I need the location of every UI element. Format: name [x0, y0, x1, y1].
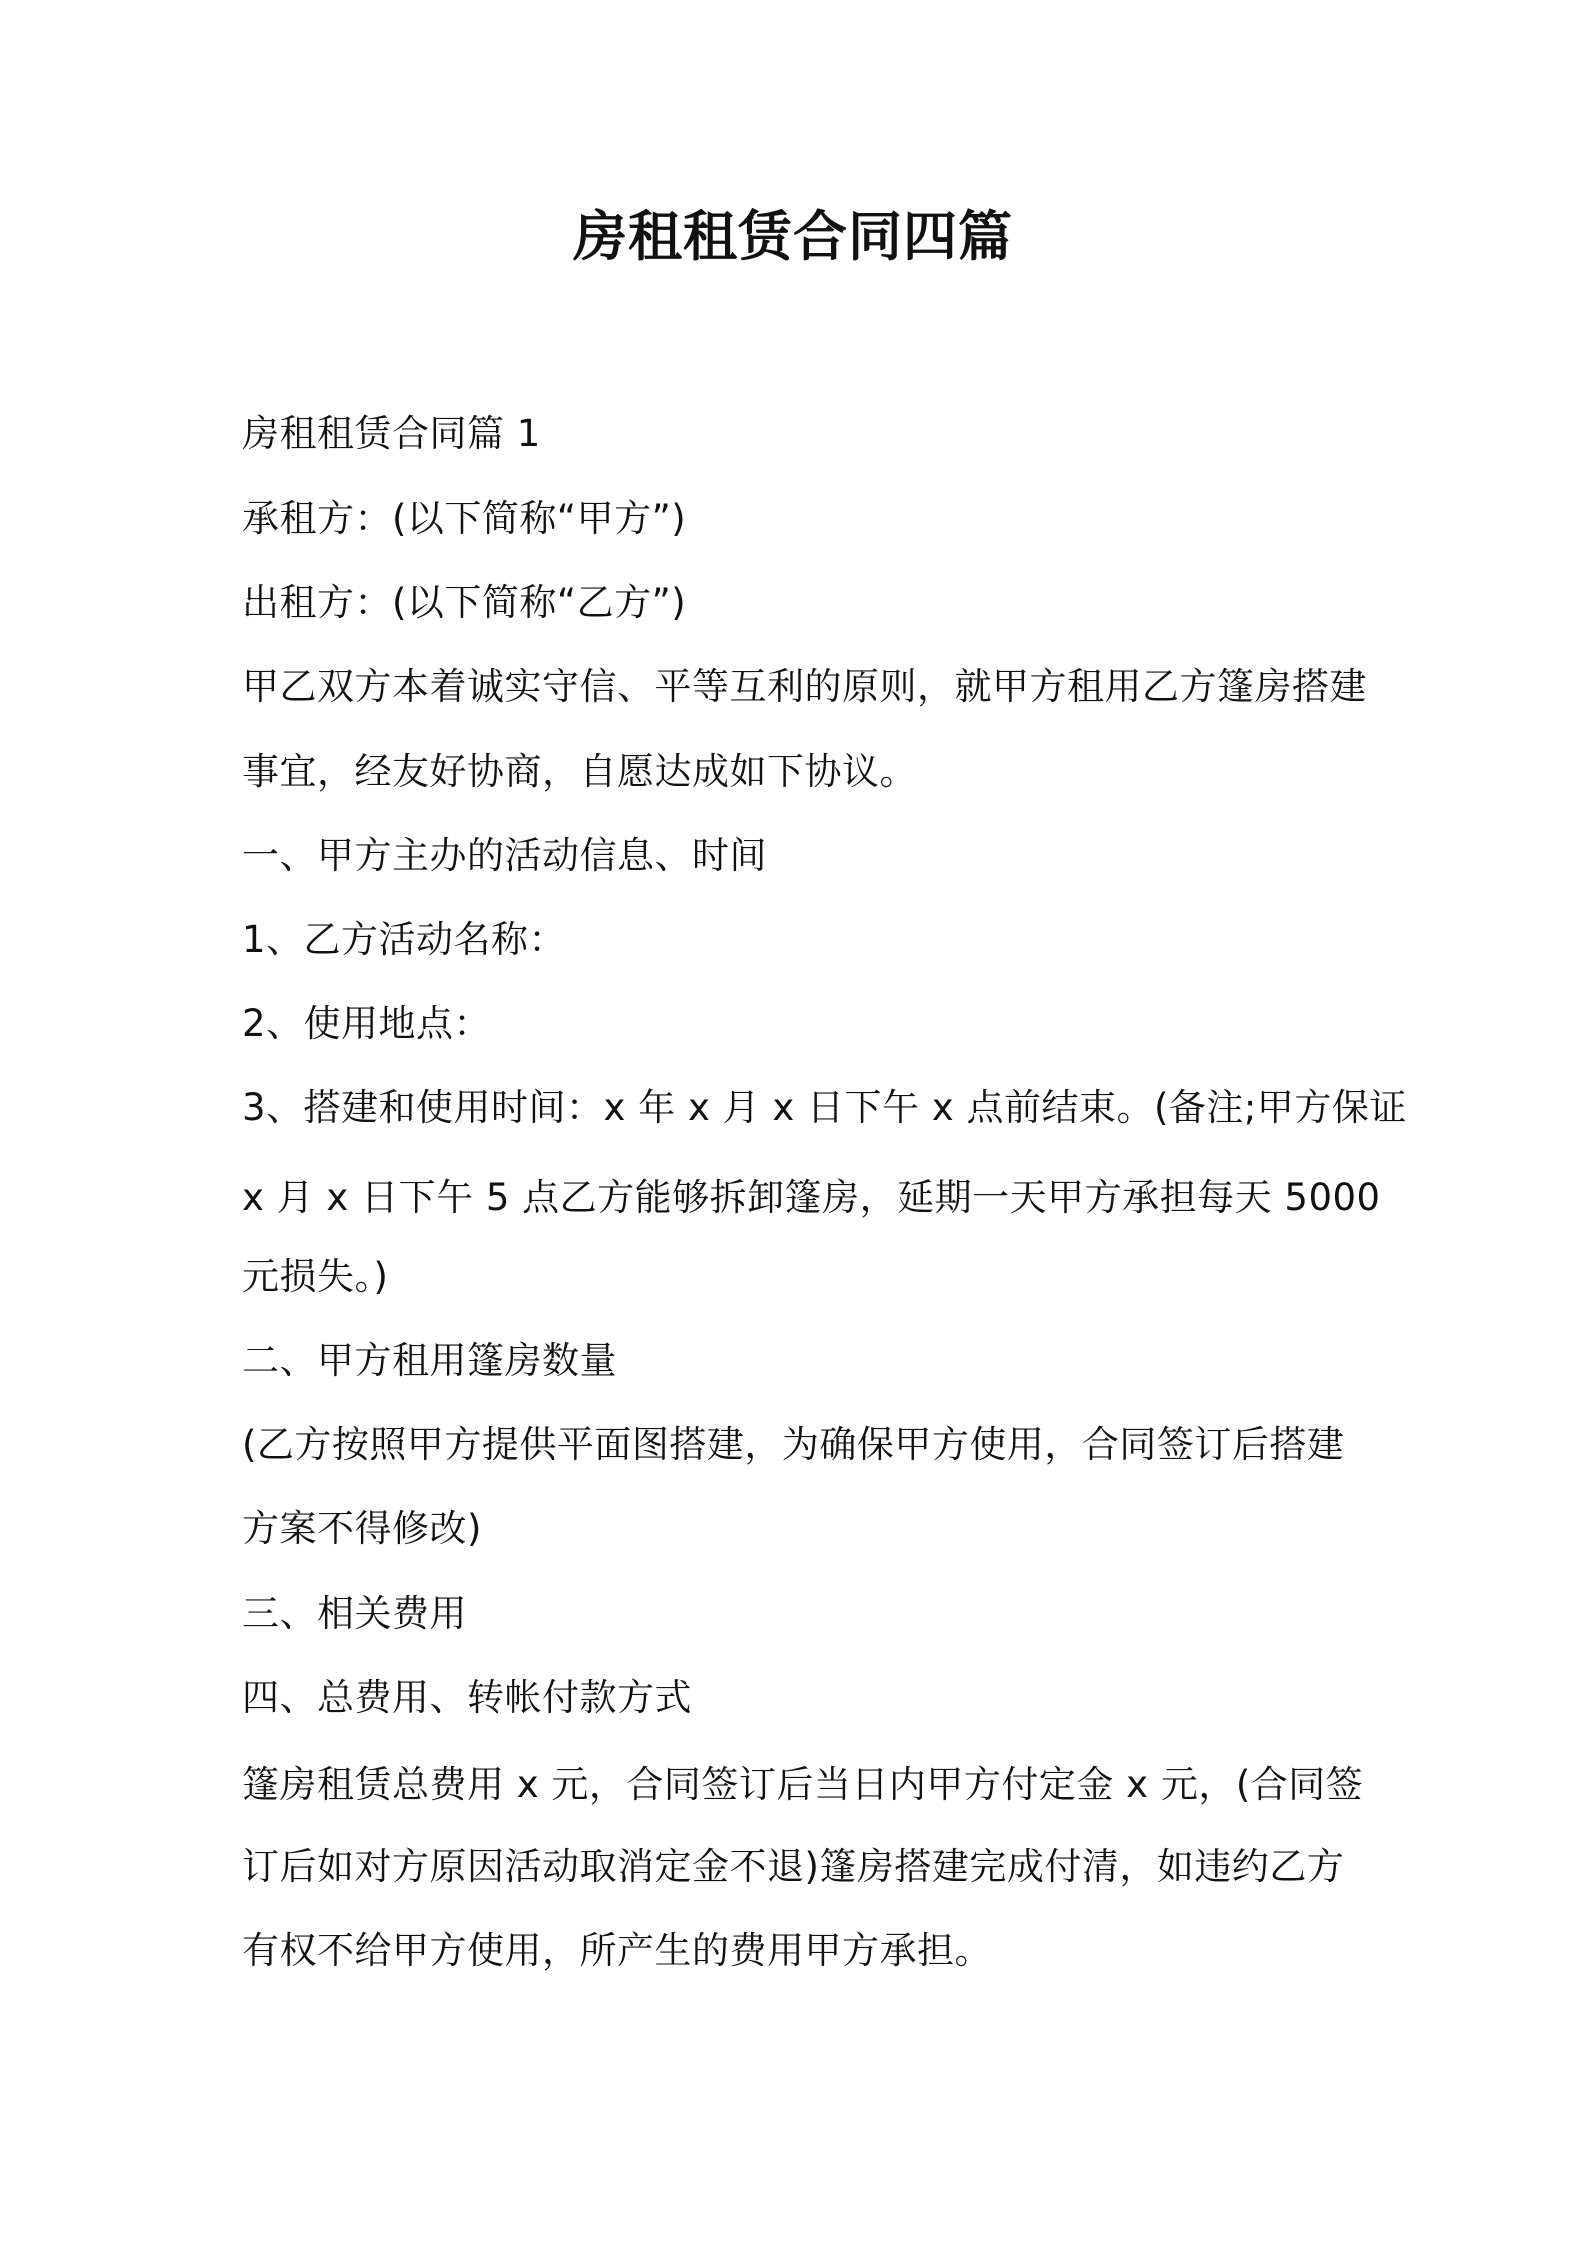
- body-text-line: 订后如对方原因活动取消定金不退)篷房搭建完成付清，如违约乙方: [242, 1845, 1345, 1888]
- party-a-line: 承租方：(以下简称“甲方”): [242, 497, 687, 540]
- clause-heading: 四、总费用、转帐付款方式: [242, 1676, 692, 1719]
- body-text-line: 篷房租赁总费用 x 元，合同签订后当日内甲方付定金 x 元，(合同签: [242, 1763, 1364, 1806]
- clause-item: 2、使用地点：: [242, 1002, 492, 1045]
- body-text-line: x 月 x 日下午 5 点乙方能够拆卸篷房，延期一天甲方承担每天 5000: [242, 1176, 1381, 1219]
- clause-heading: 三、相关费用: [242, 1592, 467, 1635]
- body-text-line: 事宜，经友好协商，自愿达成如下协议。: [242, 750, 917, 793]
- party-b-line: 出租方：(以下简称“乙方”): [242, 581, 687, 624]
- clause-heading: 二、甲方租用篷房数量: [242, 1339, 617, 1382]
- clause-item: 3、搭建和使用时间：x 年 x 月 x 日下午 x 点前结束。(备注;甲方保证: [242, 1086, 1407, 1129]
- clause-item: 1、乙方活动名称：: [242, 918, 567, 961]
- clause-heading: 一、甲方主办的活动信息、时间: [242, 834, 767, 877]
- body-text-line: 方案不得修改): [242, 1507, 482, 1550]
- body-text-line: 有权不给甲方使用，所产生的费用甲方承担。: [242, 1929, 992, 1972]
- document-title: 房租租赁合同四篇: [573, 205, 1013, 268]
- section-heading-contract-1: 房租租赁合同篇 1: [242, 412, 541, 455]
- body-text-line: 元损失。): [242, 1255, 389, 1298]
- body-text-line: 甲乙双方本着诚实守信、平等互利的原则，就甲方租用乙方篷房搭建: [242, 665, 1367, 708]
- body-text-line: (乙方按照甲方提供平面图搭建，为确保甲方使用，合同签订后搭建: [242, 1423, 1345, 1466]
